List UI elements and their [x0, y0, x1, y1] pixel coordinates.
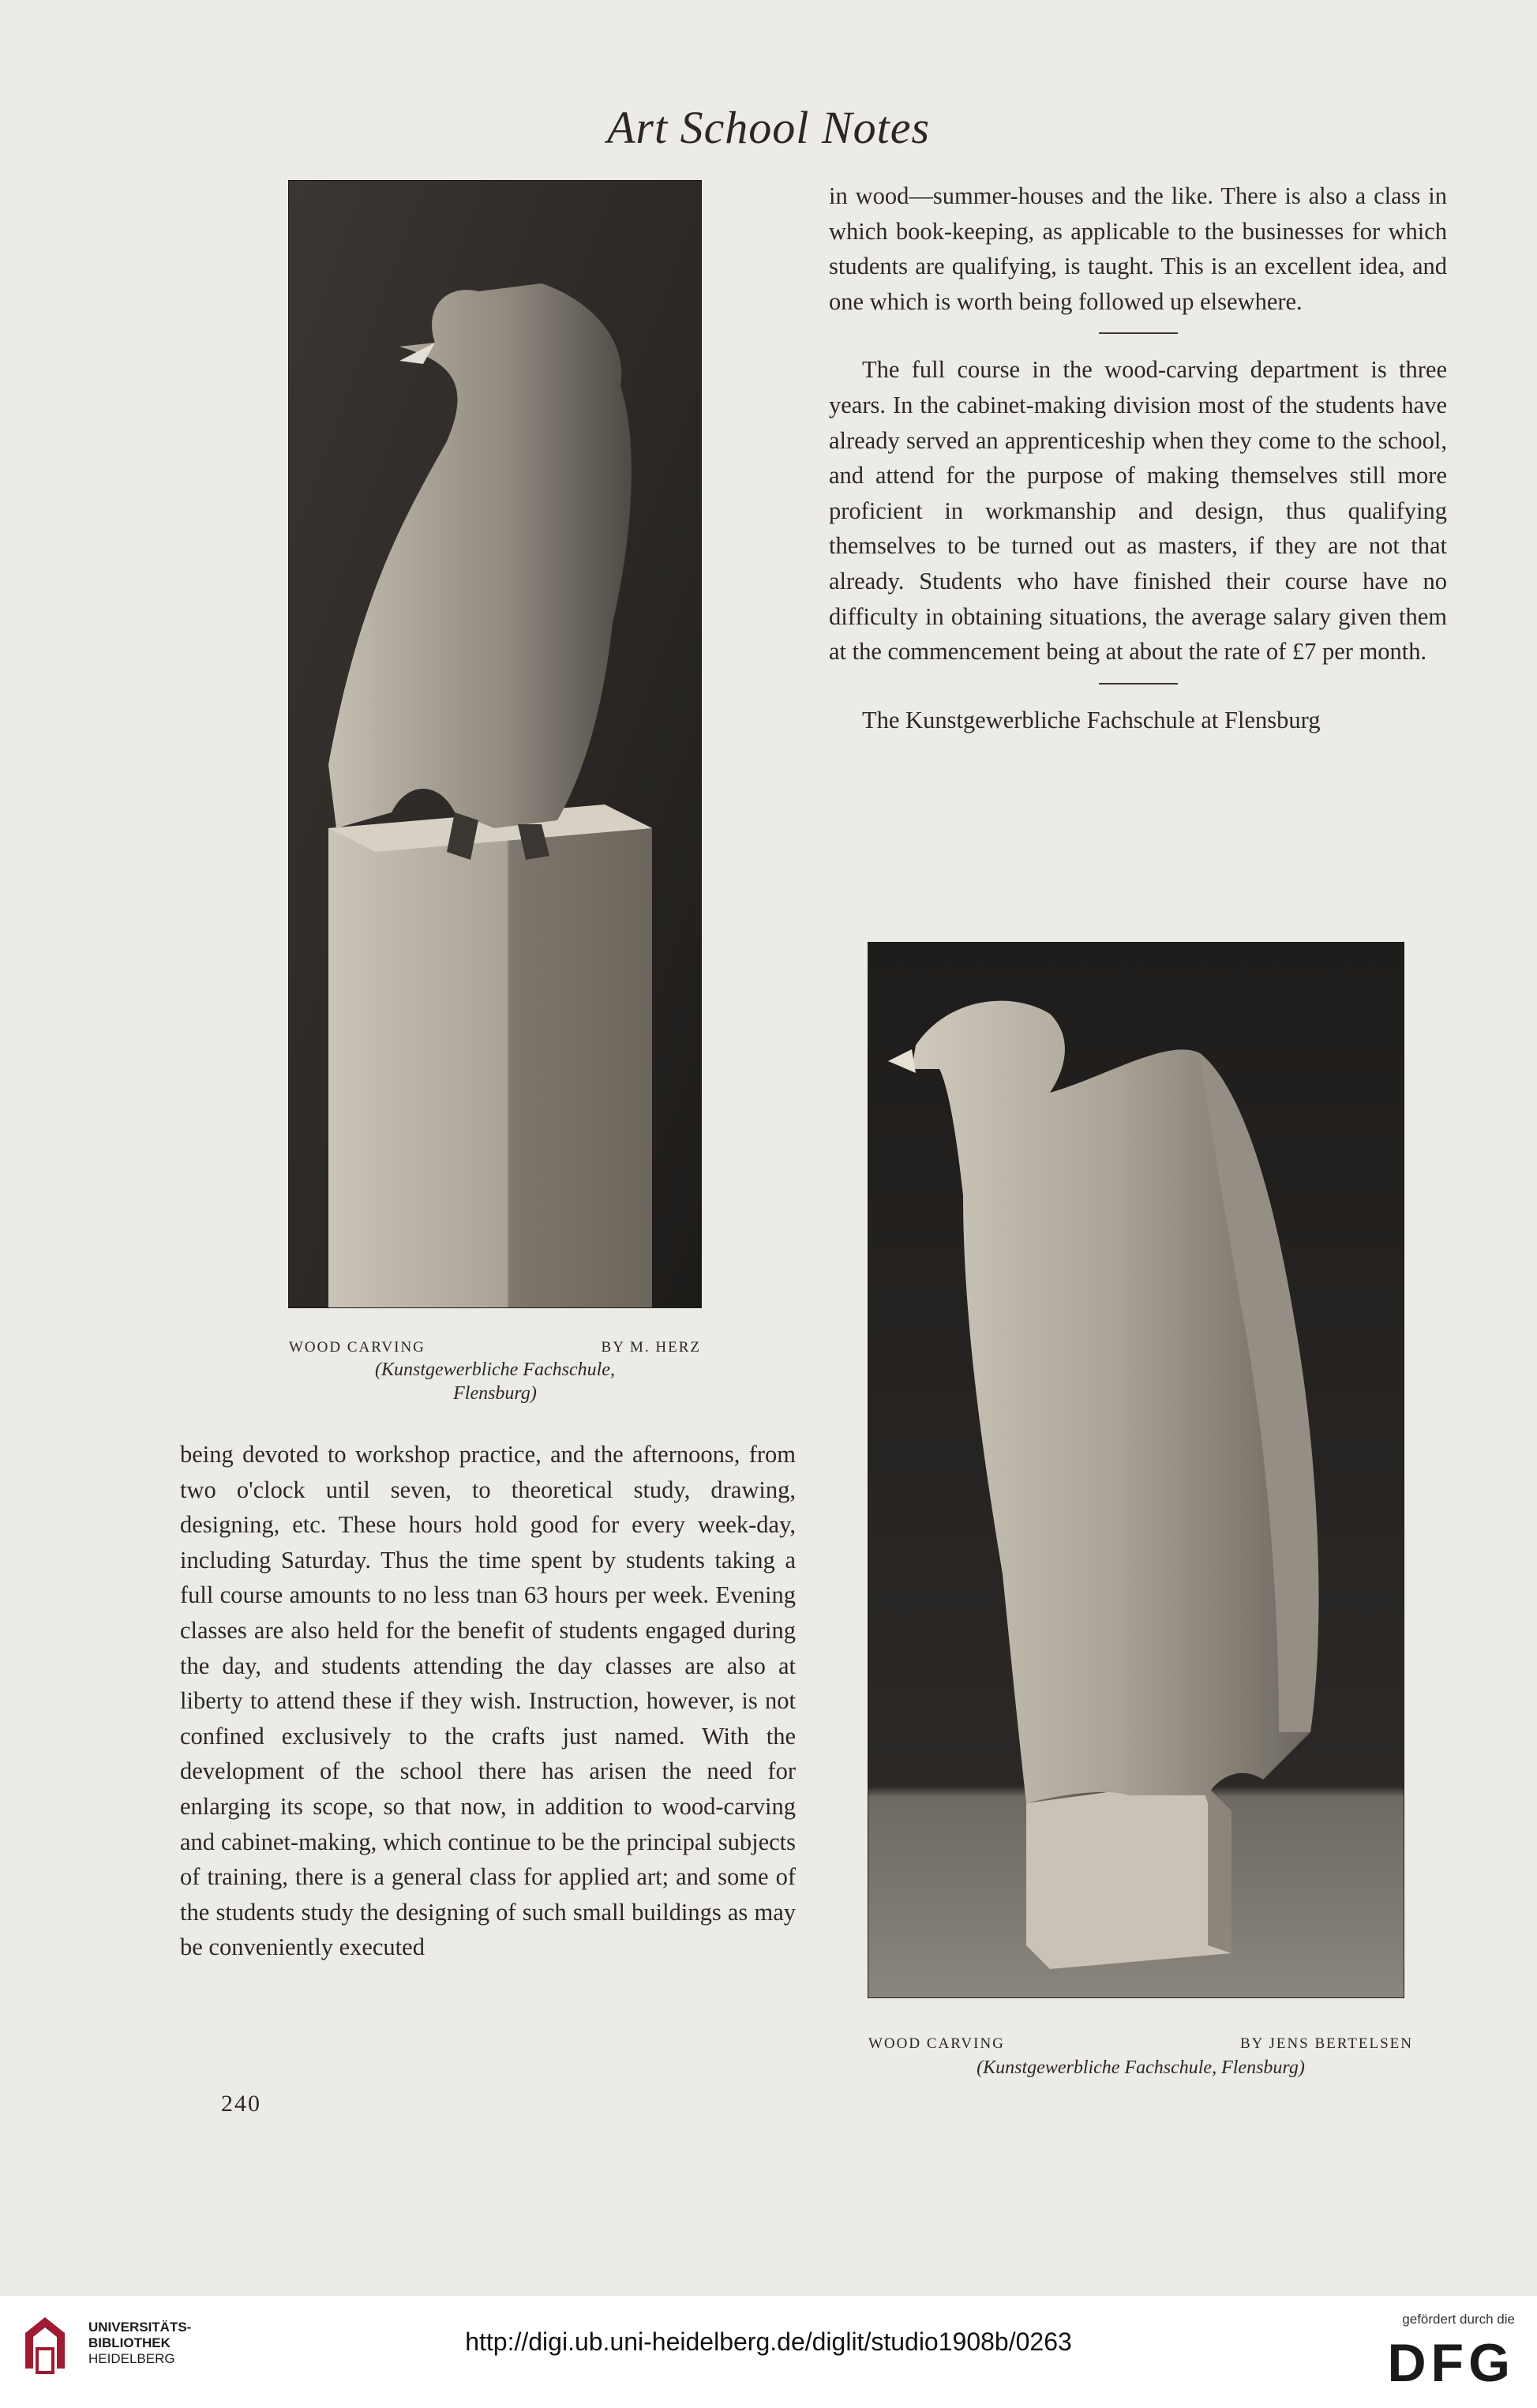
plate-right-caption-source: (Kunstgewerbliche Fachschule, Flensburg)	[977, 2057, 1305, 2078]
left-column-text	[180, 1437, 796, 1965]
plate-left-caption	[289, 1339, 701, 1356]
digitization-footer	[0, 2296, 1537, 2408]
plate-right-caption	[868, 2035, 1413, 2053]
plate-right-caption-title: WOOD CARVING	[868, 2035, 1005, 2052]
library-name-line3: HEIDELBERG	[88, 2351, 175, 2366]
right-para-2: The full course in the wood-carving department is three years. In the cabinet-making division most of the students have already served an apprenticeship when they come to the school, and attend for the purpose of making themselves still more proficient in workmanship and design, thus qualifying themselves to be turned out as masters, if they are not that already. Students who have finished their course have no difficulty in obtaining situations, the average salary given them at the commencement being at about the rate of £7 per month.	[829, 356, 1447, 666]
library-name-line2: BIBLIOTHEK	[88, 2335, 171, 2350]
right-column-text	[829, 178, 1447, 737]
right-para-1: in wood—summer-houses and the like. There is also a class in which book-keeping, as applicable to the businesses for which students are qualifying, is taught. This is an excellent idea, and one which is worth being followed up elsewhere.	[829, 182, 1447, 315]
dfg-logo: DFG	[1387, 2333, 1515, 2393]
plate-left-caption-title: WOOD CARVING	[289, 1339, 425, 1356]
wood-carving-eagle-photo	[289, 181, 701, 1307]
section-rule	[1099, 332, 1178, 334]
plate-left-caption-source-line2: Flensburg)	[453, 1383, 537, 1404]
wood-carving-vulture-photo	[868, 943, 1404, 1997]
funded-by-label: gefördert durch die	[1402, 2312, 1515, 2327]
running-head: Art School Notes	[606, 102, 931, 153]
library-name-line1: UNIVERSITÄTS-	[88, 2320, 192, 2335]
right-para-3: The Kunstgewerbliche Fachschule at Flensburg	[862, 706, 1321, 733]
plate-left-caption-artist: BY M. HERZ	[601, 1339, 701, 1356]
left-para-1: being devoted to workshop practice, and the afternoons, from two o'clock until seven, to theoretical study, drawing, designing, etc. These hours hold good for every week-day, including Saturday. Thus the time spent by students taking a full course amounts to no less tnan 63 hours per week. Evening classes are also held for the benefit of students engaged during the day, and students attending the day classes are also at liberty to attend these if they wish. Instruction, however, is not confined exclusively to the crafts just named. With the development of the school there has arisen the need for enlarging its scope, so that now, in addition to wood-carving and cabinet-making, which continue to be the principal subjects of training, there is a general class for applied art; and some of the students study the designing of such small buildings as may be conveniently executed	[180, 1441, 796, 1961]
plate-left-caption-source	[289, 1358, 701, 1405]
section-rule	[1099, 683, 1178, 685]
plate-right-caption-artist: BY JENS BERTELSEN	[1240, 2035, 1413, 2052]
permalink-url[interactable]: http://digi.ub.uni-heidelberg.de/diglit/studio1908b/0263	[465, 2327, 1072, 2356]
plate-left-caption-source-line1: (Kunstgewerbliche Fachschule,	[375, 1360, 615, 1380]
page-number: 240	[221, 2091, 261, 2117]
